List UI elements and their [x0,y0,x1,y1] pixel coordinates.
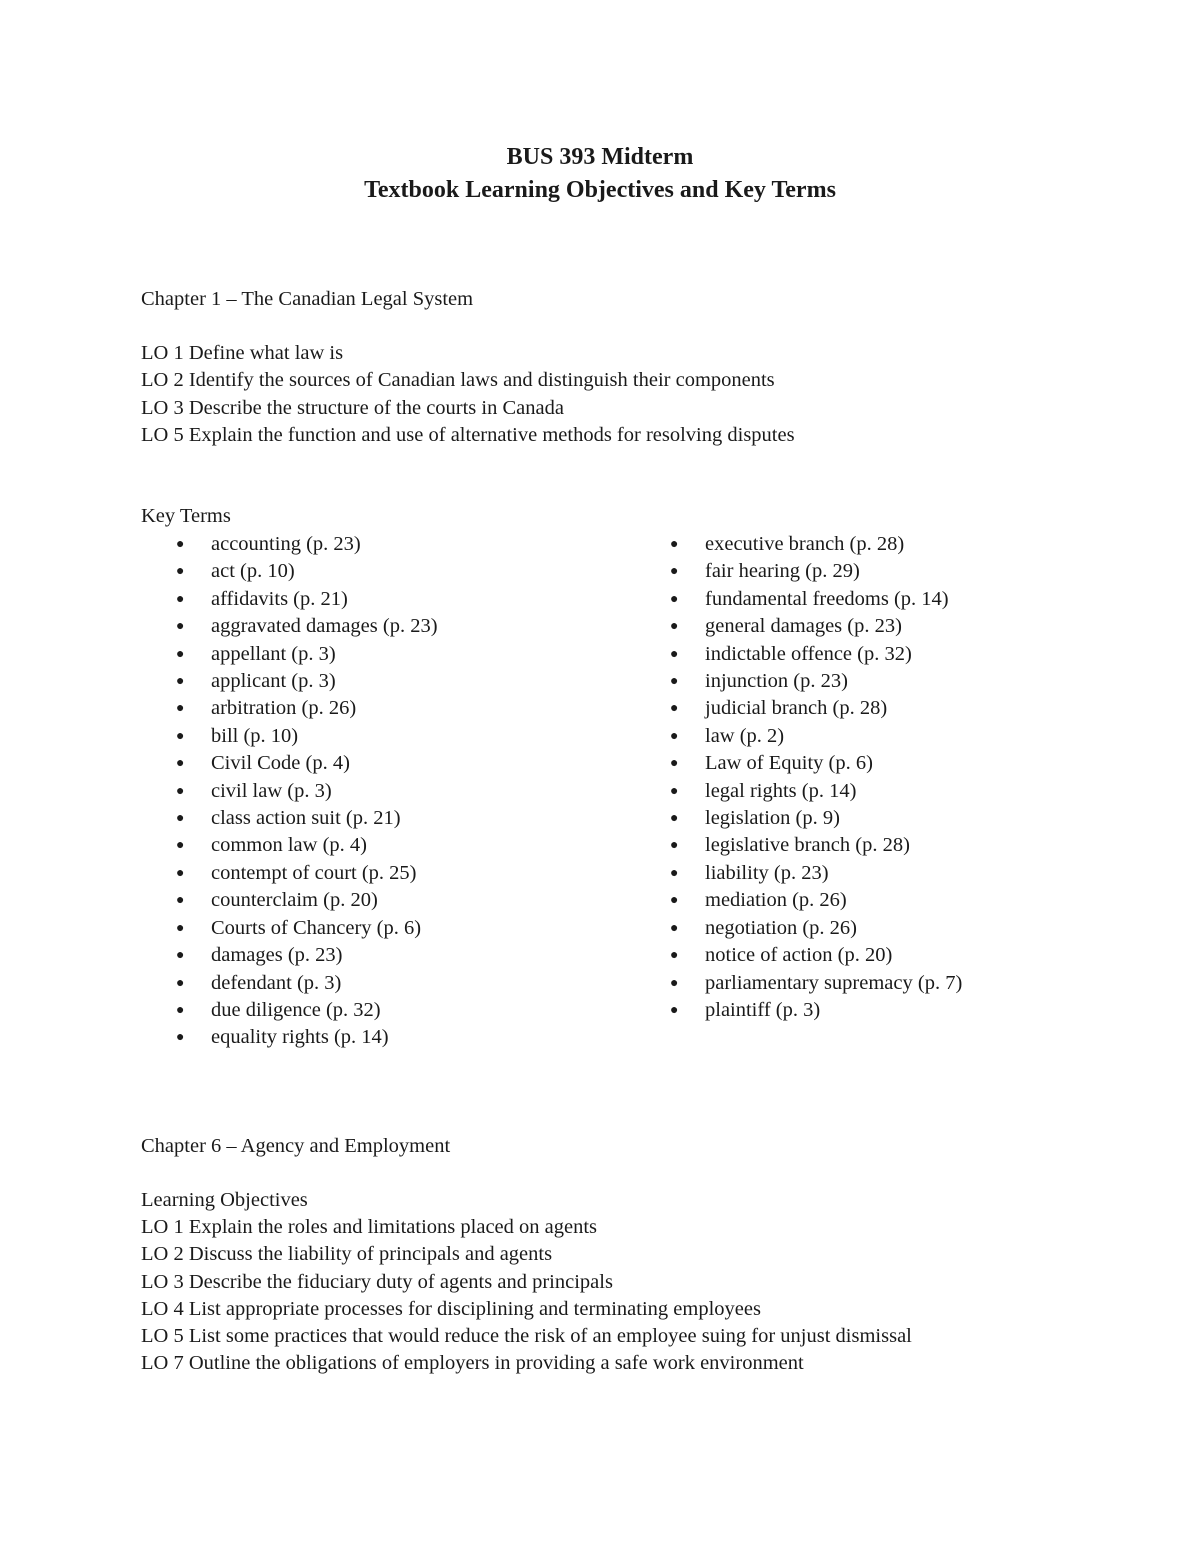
key-term-label: plaintiff (p. 3) [705,998,821,1021]
bullet-icon: ● [176,838,185,854]
key-term-item [670,970,962,997]
key-term-item [176,531,438,558]
bullet-icon: ● [670,948,679,964]
key-term-item [670,860,962,887]
bullet-icon: ● [176,756,185,772]
bullet-icon: ● [670,537,679,552]
bullet-icon: ● [670,728,679,744]
key-term-item [670,558,962,585]
key-term-label: fair hearing (p. 29) [705,560,860,583]
bullet-icon: ● [176,865,185,881]
bullet-icon: ● [176,564,185,580]
key-term-label: parliamentary supremacy (p. 7) [705,971,963,994]
objective-item: LO 5 Explain the function and use of alternative methods for resolving disputes [141,423,795,446]
key-term-label: Law of Equity (p. 6) [705,752,873,775]
bullet-icon: ● [176,920,185,936]
bullet-icon: ● [670,920,679,936]
key-term-label: accounting (p. 23) [211,533,361,555]
bullet-icon: ● [670,564,679,580]
key-term-item [670,887,962,914]
bullet-icon: ● [670,591,679,607]
key-term-item [176,887,438,914]
key-term-item [176,1024,438,1051]
bullet-icon: ● [670,893,679,909]
document-subtitle: Textbook Learning Objectives and Key Terms [364,177,836,203]
key-term-item [176,997,438,1024]
chapter-6-objectives [141,1214,912,1378]
key-term-item [670,778,962,805]
key-term-label: bill (p. 10) [211,724,299,747]
key-term-item [670,723,962,750]
objective-item: LO 1 Define what law is [141,342,344,364]
key-term-label: act (p. 10) [211,560,295,583]
key-term-item [176,723,438,750]
key-term-item [176,805,438,832]
key-term-label: civil law (p. 3) [211,779,332,802]
key-term-label: arbitration (p. 26) [211,697,357,720]
key-term-label: negotiation (p. 26) [705,916,858,939]
key-term-item [670,586,962,613]
key-term-item [670,832,962,859]
bullet-icon: ● [176,975,185,991]
bullet-icon: ● [670,975,679,991]
bullet-icon: ● [670,674,679,690]
key-term-label: mediation (p. 26) [705,889,847,912]
key-term-label: legislation (p. 9) [705,807,840,830]
key-terms-right-column [670,531,962,1024]
key-term-item [176,668,438,695]
objective-item: LO 2 Discuss the liability of principals and agents [141,1243,553,1266]
bullet-icon: ● [176,893,185,909]
key-term-label: class action suit (p. 21) [211,807,401,830]
key-term-label: damages (p. 23) [211,944,343,967]
key-term-label: legislative branch (p. 28) [705,834,910,857]
key-term-label: Civil Code (p. 4) [211,752,350,775]
key-term-item [176,586,438,613]
key-term-item [176,942,438,969]
key-term-label: indictable offence (p. 32) [705,642,912,665]
key-term-item [176,750,438,777]
bullet-icon: ● [176,783,185,799]
key-term-item [176,613,438,640]
bullet-icon: ● [176,701,185,717]
objective-item: LO 7 Outline the obligations of employers in providing a safe work environment [141,1352,804,1375]
chapter-6-heading: Chapter 6 – Agency and Employment [141,1135,451,1157]
bullet-icon: ● [176,948,185,964]
chapter-1-heading: Chapter 1 – The Canadian Legal System [141,288,474,310]
key-term-item [670,668,962,695]
bullet-icon: ● [670,811,679,827]
key-term-item [176,970,438,997]
key-term-label: legal rights (p. 14) [705,779,857,802]
bullet-icon: ● [176,728,185,744]
key-term-label: counterclaim (p. 20) [211,889,378,912]
key-term-item [176,558,438,585]
key-term-item [670,531,962,558]
bullet-icon: ● [176,646,185,662]
key-term-label: aggravated damages (p. 23) [211,615,438,638]
bullet-icon: ● [670,838,679,854]
objective-item: LO 1 Explain the roles and limitations placed on agents [141,1216,598,1238]
key-term-item [670,750,962,777]
key-term-label: defendant (p. 3) [211,971,342,994]
bullet-icon: ● [176,619,185,635]
bullet-icon: ● [670,646,679,662]
bullet-icon: ● [670,756,679,772]
key-term-label: due diligence (p. 32) [211,998,381,1021]
key-term-label: applicant (p. 3) [211,670,336,693]
key-term-item [670,641,962,668]
key-term-item [176,695,438,722]
objective-item: LO 3 Describe the structure of the courts in Canada [141,396,564,419]
key-terms-left-column [176,531,438,1052]
key-term-item [670,997,962,1024]
key-term-item [176,915,438,942]
key-term-item [670,805,962,832]
chapter-1-objectives [141,340,795,449]
key-term-label: judicial branch (p. 28) [705,697,888,720]
key-term-label: executive branch (p. 28) [705,533,905,555]
key-term-label: notice of action (p. 20) [705,944,893,967]
key-term-label: injunction (p. 23) [705,670,848,693]
key-term-item [176,641,438,668]
learning-objectives-heading: Learning Objectives [141,1189,308,1211]
bullet-icon: ● [176,537,185,552]
key-term-label: general damages (p. 23) [705,615,902,638]
bullet-icon: ● [670,619,679,635]
key-term-label: law (p. 2) [705,724,785,747]
bullet-icon: ● [176,811,185,827]
key-term-label: liability (p. 23) [705,861,829,884]
key-terms-heading: Key Terms [141,505,231,527]
bullet-icon: ● [176,591,185,607]
key-term-label: common law (p. 4) [211,834,367,857]
key-term-item [670,915,962,942]
document-title-block [0,141,1200,207]
bullet-icon: ● [176,1030,185,1046]
key-term-label: Courts of Chancery (p. 6) [211,916,422,939]
objective-item: LO 4 List appropriate processes for disciplining and terminating employees [141,1297,761,1320]
key-term-label: equality rights (p. 14) [211,1026,389,1049]
key-term-label: appellant (p. 3) [211,642,336,665]
key-term-label: fundamental freedoms (p. 14) [705,587,949,610]
bullet-icon: ● [670,783,679,799]
key-term-item [670,942,962,969]
key-term-item [670,695,962,722]
bullet-icon: ● [670,1002,679,1018]
objective-item: LO 3 Describe the fiduciary duty of agents and principals [141,1270,613,1293]
key-term-item [176,860,438,887]
document-title: BUS 393 Midterm [506,144,694,170]
bullet-icon: ● [176,674,185,690]
key-term-label: contempt of court (p. 25) [211,861,417,884]
key-term-item [176,832,438,859]
bullet-icon: ● [670,701,679,717]
objective-item: LO 5 List some practices that would reduce the risk of an employee suing for unjust dismissal [141,1325,912,1348]
bullet-icon: ● [670,865,679,881]
key-term-item [670,613,962,640]
objective-item: LO 2 Identify the sources of Canadian laws and distinguish their components [141,369,775,392]
bullet-icon: ● [176,1002,185,1018]
key-term-item [176,778,438,805]
key-term-label: affidavits (p. 21) [211,587,348,610]
